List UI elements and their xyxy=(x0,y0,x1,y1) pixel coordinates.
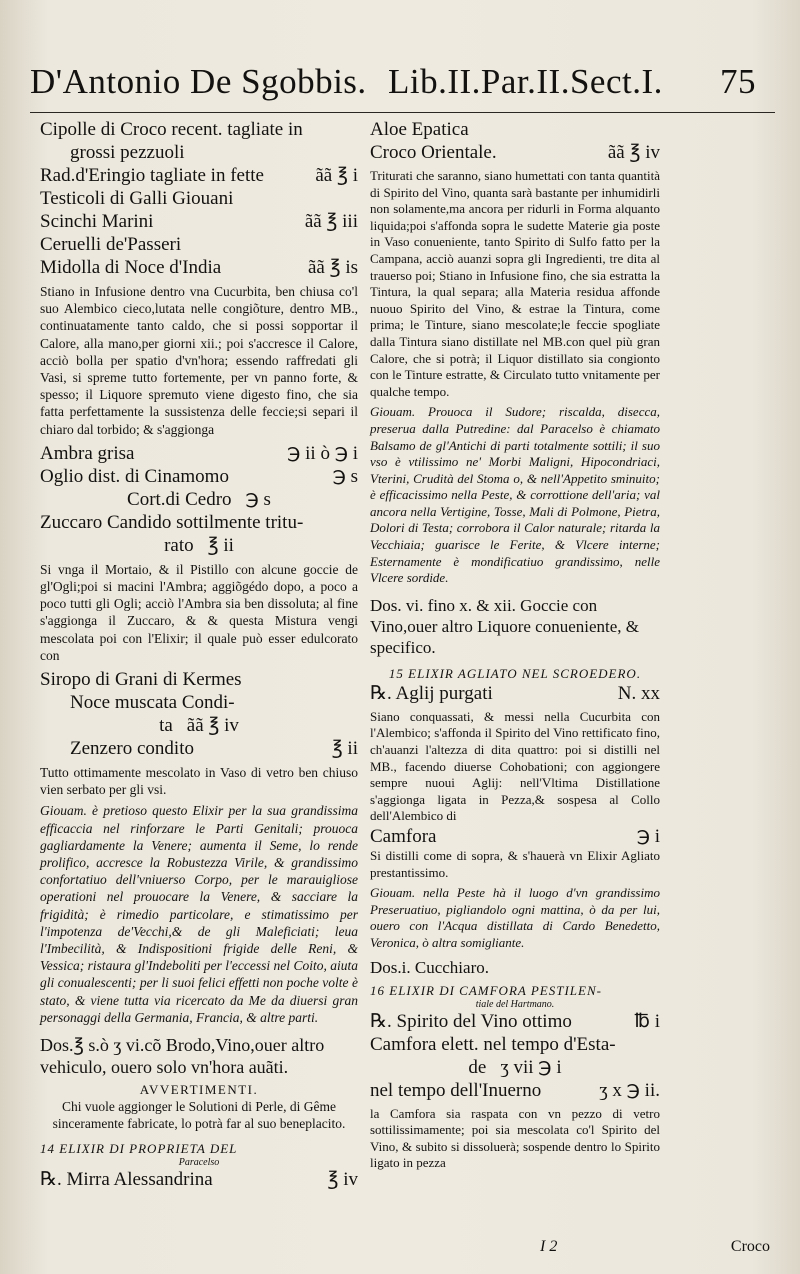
section-heading: AVVERTIMENTI. xyxy=(139,1082,259,1098)
ingredient-quantity: ãã ℥ i xyxy=(315,165,358,186)
ingredient-name: ta xyxy=(159,715,173,737)
running-header xyxy=(30,62,775,112)
ingredient-quantity: ãã ℥ is xyxy=(307,257,358,278)
ingredient-quantity: ℥ ii xyxy=(331,738,358,760)
ingredient-quantity: ℈ ii ò ℈ i xyxy=(287,442,358,464)
recipe-block xyxy=(40,118,358,279)
ingredient-line xyxy=(40,442,358,465)
ingredient-name: Testicoli di Galli Giouani xyxy=(40,188,234,209)
ingredient-line xyxy=(40,737,358,760)
ingredient-name: de xyxy=(468,1056,487,1078)
ingredient-line xyxy=(40,691,358,714)
ingredient-name: Ceruelli de'Passeri xyxy=(40,234,182,255)
entry-heading: 16 ELIXIR DI CAMFORA PESTILEN- xyxy=(370,982,602,998)
ingredient-name: ℞. Aglij purgati xyxy=(370,682,493,704)
recipe-block xyxy=(40,668,358,760)
ingredient-name: Ambra grisa xyxy=(40,442,135,464)
ingredient-line xyxy=(40,465,358,488)
paragraph: Stiano in Infusione dentro vna Cucurbita, ben chiusa co'l suo Alembico cieco,lutata nelle congiõture, dentro MB., continuatamente tanto caldo, che si possi sopportar il Calore, alla mano,per giorni xii.; poi s'accresce il Calore, acciò bolla per spatio d'vn'hora; essendo raffredati gli Vasi, si spreme tutto fortemente, per vn panno forte, & spesso; il Liquore spremuto viene digesto fino, che sia fatta perfettamente la sussistenza delle feccie;si separi il chiaro dal torbido; & s'aggionga xyxy=(40,284,358,437)
commentary: Giouam. è pretioso questo Elixir per la sua grandissima efficaccia nel rinforzare le Parti Genitali; prouoca gagliardamente la Venere; aumenta il Seme, lo rende prolifico, accresce la Robustezza Virile, & grandissimo confortatiuo dell'vniuerso Corpo, per le marauigliose operationi nel prouocare la Venere, & sacciare la frigidità; è rimedio particolare, e stimatissimo per l'impotenza de'Vecchi,& de gli Maleficiati; leua l'Imbecilità, & Indispositioni frigide delle Reni, & Vessica; ristaura gl'Indeboliti per l'eccessi nel Coito, aiuta gli conualescenti; per li suoi felici effetti non poche volte è stato, & viene tutta via ricercato da Me da diuersi gran personaggi della Germania, Francia, & altre parti. xyxy=(40,803,358,1025)
dosage: Dos.i. Cucchiaro. xyxy=(370,957,489,977)
ingredient-line xyxy=(370,141,660,164)
recipe-block xyxy=(370,118,660,164)
ingredient-name: nel tempo dell'Inuerno xyxy=(370,1079,542,1101)
paragraph: Triturati che saranno, siano humettati con tanta quantità di Spirito del Vino, quanta sarà bastante per inhumidirli non solamente,ma ancora per ridurli in Forma alquanto liquida;poi s'affonda sopra le sudette Materie gia poste in Vaso conueniente, tanto Spirito di Sulfo fatto per la Campana, acciò auanzi sopra gli Ingredienti, tre dita al trauerso poi; Stiano in Infusione fino, che sia estratta la Tintura, la qual separa; alla Materia residua affonde nuouo Spirito del Vino, & estrae la Tintura, come prima; le Tinture, siano mescolate;le feccie spogliate dalla Tintura siano distillate nel MB.con quel più gran Calore, che si potrà; il Liquor distillato sia congionto con le Tinture estratte, & Circulato tutto vnitamente per qualche tempo. xyxy=(370,168,660,399)
entry-subheading: tiale del Hartmano. xyxy=(475,998,555,1010)
ingredient-line xyxy=(40,668,358,691)
ingredient-quantity: ℈ s xyxy=(332,465,358,487)
ingredient-name: Siropo di Grani di Kermes xyxy=(40,669,242,691)
ingredient-line xyxy=(40,164,358,187)
ingredient-name: Croco Orientale. xyxy=(370,142,497,163)
entry-heading: 14 ELIXIR DI PROPRIETA DEL xyxy=(40,1140,238,1156)
ingredient-line xyxy=(40,534,358,557)
ingredient-name: Scinchi Marini xyxy=(40,211,154,232)
ingredient-line xyxy=(370,682,660,705)
ingredient-name: Noce muscata Condi- xyxy=(70,692,235,714)
paragraph: Si distilli come di sopra, & s'hauerà vn Elixir Agliato prestantissimo. xyxy=(370,848,660,880)
recipe-block xyxy=(40,442,358,557)
ingredient-line xyxy=(40,141,358,164)
header-author: D'Antonio De Sgobbis. xyxy=(30,62,367,101)
ingredient-quantity: ʒ x ℈ ii. xyxy=(599,1079,660,1101)
paragraph: Siano conquassati, & messi nella Cucurbita con l'Alembico; s'affonda il Spirito del Vino rettificato fino, ch'auanzi l'altezza di dita quattro: poi si distilli nel MB., facendo diuerse Cohobationi; con aggiongere sempre nuoui Aglij: nell'Vltima Distillatione s'aggionga ligata in Pezza,& sospesa al Collo dell'Alembico di xyxy=(370,708,660,824)
ingredient-line xyxy=(40,488,358,511)
ingredient-name: rato xyxy=(164,534,194,556)
paragraph: Tutto ottimamente mescolato in Vaso di vetro ben chiuso vien serbato per gli vsi. xyxy=(40,765,358,798)
ingredient-quantity: ʒ vii ℈ i xyxy=(500,1056,562,1078)
ingredient-line xyxy=(370,1033,660,1056)
paragraph: la Camfora sia raspata con vn pezzo di vetro sottilissimamente; poi sia mescolata co'l Spirito del Vino, & subito si dissoluerà; sospende dentro lo Spirito ligato in pezza xyxy=(370,1105,660,1171)
ingredient-line xyxy=(370,825,660,848)
ingredient-name: Midolla di Noce d'India xyxy=(40,257,222,278)
ingredient-quantity: N. xx xyxy=(617,682,660,704)
ingredient-line xyxy=(40,714,358,737)
page-number: 75 xyxy=(720,62,756,101)
ingredient-quantity: ãã ℥ iv xyxy=(186,715,239,737)
ingredient-name: Camfora elett. nel tempo d'Esta- xyxy=(370,1033,616,1055)
recipe-block xyxy=(40,1168,358,1191)
ingredient-quantity: ℥ iv xyxy=(327,1168,358,1190)
ingredient-name: grossi pezzuoli xyxy=(70,142,185,163)
ingredient-line xyxy=(40,1168,358,1191)
entry-subheading: Paracelso xyxy=(178,1156,220,1168)
ingredient-line xyxy=(40,187,358,210)
ingredient-quantity: ãã ℥ iv xyxy=(607,142,660,163)
ingredient-line xyxy=(40,118,358,141)
dosage: Dos. vi. fino x. & xii. Goccie con Vino,ouer altro Liquore conueniente, & specifico. xyxy=(370,595,640,657)
ingredient-quantity: ℔ i xyxy=(634,1010,660,1032)
right-column xyxy=(370,118,660,1172)
ingredient-name: ℞. Spirito del Vino ottimo xyxy=(370,1010,572,1032)
ingredient-quantity: ãã ℥ iii xyxy=(304,211,358,232)
ingredient-quantity: ℈ s xyxy=(245,488,271,510)
ingredient-line xyxy=(370,1010,660,1033)
signature-mark: I 2 xyxy=(540,1238,558,1255)
ingredient-line xyxy=(40,210,358,233)
dosage: Dos.℥ s.ò ʒ vi.cõ Brodo,Vino,ouer altro vehiculo, ouero solo vn'hora auãti. xyxy=(40,1035,325,1078)
ingredient-name: Rad.d'Eringio tagliate in fette xyxy=(40,165,264,186)
ingredient-name: Cort.di Cedro xyxy=(127,488,232,510)
commentary: Giouam. Prouoca il Sudore; riscalda, disecca, preserua dalla Putredine: dal Paracelso è chiamato Balsamo de gl'Antichi di parti totalmente sottili; il suo vso è vtilissimo ne' Morbi Maligni, Hipocondriaci, Vterini, Crudità del Stoma o, & nell'Appetito sminuito; è efficacissimo nella Peste, & corrottione dell'aria; val ancora nella Vertigine, Tosse, Mali di Polmone, Pietra, Dolori di Testa; corrobora il Calor naturale; ritarda la Vecchiaia; guarisce le Ferite, & Vlcere interne; Esternamente è mondificatiuo grandissimo, nelle Vlcere sordide. xyxy=(370,404,660,586)
left-column xyxy=(40,118,358,1191)
ingredient-line xyxy=(370,118,660,141)
ingredient-name: Aloe Epatica xyxy=(370,119,469,140)
entry-heading: 15 ELIXIR AGLIATO NEL SCROEDERO. xyxy=(388,665,642,681)
ingredient-quantity: ℈ i xyxy=(636,826,660,847)
recipe-block xyxy=(370,682,660,705)
ingredient-name: Camfora xyxy=(370,826,437,847)
ingredient-line xyxy=(40,256,358,279)
recipe-block xyxy=(370,825,660,848)
ingredient-name: Zenzero condito xyxy=(70,738,194,760)
header-rule xyxy=(30,112,775,113)
recipe-block xyxy=(370,1010,660,1102)
note: Chi vuole aggionger le Solutioni di Perle, di Gême sinceramente fabricate, lo potrà far al suo beneplacito. xyxy=(52,1099,346,1132)
ingredient-name: ℞. Mirra Alessandrina xyxy=(40,1168,213,1190)
paragraph: Si vnga il Mortaio, & il Pistillo con alcune goccie de gl'Ogli;poi si macini l'Ambra; aggiõgédo dopo, a poco a poco tutti gli Ogli; acciò l'Ambra sia ben dissoluta; al fine s'aggionga il Zuccaro, & & questa Mistura vengi mescolata poi con l'Elixir; il quale può esser edulcorato con xyxy=(40,561,358,663)
ingredient-line xyxy=(370,1056,660,1079)
catchword: Croco xyxy=(730,1238,770,1255)
ingredient-line xyxy=(370,1079,660,1102)
commentary: Giouam. nella Peste hà il luogo d'vn grandissimo Preseruatiuo, pigliandolo ogni mattina, ò da per lui, ouero con l'Acqua distillata di Cardo Benedetto, Veronica, ò altra somigliante. xyxy=(370,885,660,950)
ingredient-name: Cipolle di Croco recent. tagliate in xyxy=(40,119,303,140)
ingredient-line xyxy=(40,233,358,256)
ingredient-name: Oglio dist. di Cinamomo xyxy=(40,465,229,487)
ingredient-name: Zuccaro Candido sottilmente tritu- xyxy=(40,511,304,533)
ingredient-line xyxy=(40,511,358,534)
header-section: Lib.II.Par.II.Sect.I. xyxy=(388,62,663,101)
ingredient-quantity: ℥ ii xyxy=(207,534,234,556)
